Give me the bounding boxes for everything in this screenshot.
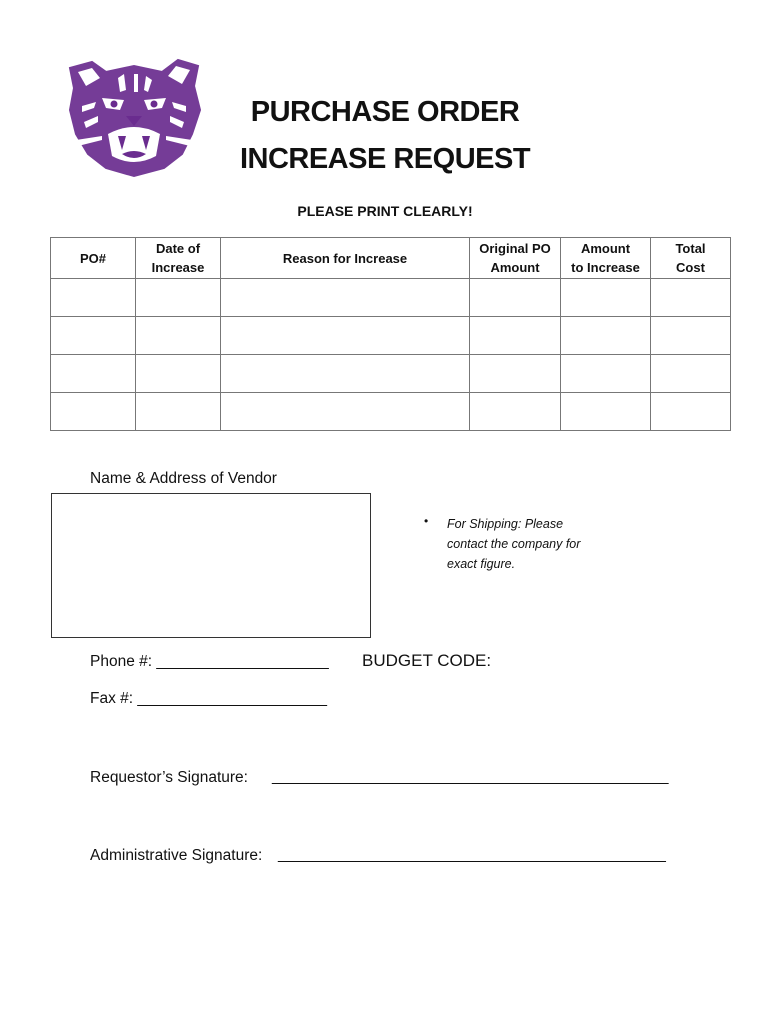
- admin-signature-label: Administrative Signature:: [90, 847, 263, 864]
- table-cell[interactable]: [51, 393, 136, 431]
- shipping-note-line: For Shipping: Please: [447, 517, 564, 531]
- table-cell[interactable]: [51, 279, 136, 317]
- phone-line[interactable]: ____________________: [156, 653, 329, 670]
- table-cell[interactable]: [561, 393, 651, 431]
- table-cell[interactable]: [561, 279, 651, 317]
- fax-label: Fax #:: [90, 690, 134, 707]
- table-cell[interactable]: [651, 317, 731, 355]
- column-header-total-cost: Total Cost: [651, 238, 731, 279]
- column-header-amount-to-increase: Amount to Increase: [561, 238, 651, 279]
- table-cell[interactable]: [470, 393, 561, 431]
- table-cell[interactable]: [221, 355, 470, 393]
- requestor-signature-line[interactable]: ______________________________________________: [272, 768, 669, 785]
- table-header-row: [51, 238, 731, 279]
- table-cell[interactable]: [561, 317, 651, 355]
- requestor-signature-label: Requestor’s Signature:: [90, 769, 248, 786]
- table-cell[interactable]: [651, 393, 731, 431]
- table-cell[interactable]: [51, 317, 136, 355]
- table-cell[interactable]: [561, 355, 651, 393]
- wildcat-logo: [66, 56, 202, 178]
- column-header-original-amount: Original PO Amount: [470, 238, 561, 279]
- po-increase-table: [50, 237, 731, 431]
- form-title-line-1: PURCHASE ORDER: [250, 96, 520, 128]
- table-row: [51, 355, 731, 393]
- column-header-reason: Reason for Increase: [221, 238, 470, 279]
- vendor-address-box[interactable]: [51, 493, 371, 638]
- table-cell[interactable]: [51, 355, 136, 393]
- shipping-note: [447, 514, 607, 574]
- phone-label: Phone #:: [90, 653, 153, 670]
- table-cell[interactable]: [470, 317, 561, 355]
- print-instruction: PLEASE PRINT CLEARLY!: [297, 203, 473, 219]
- table-cell[interactable]: [136, 355, 221, 393]
- table-cell[interactable]: [136, 279, 221, 317]
- table-cell[interactable]: [136, 393, 221, 431]
- table-row: [51, 279, 731, 317]
- fax-field[interactable]: [90, 690, 327, 708]
- bullet-point: •: [424, 514, 429, 528]
- table-cell[interactable]: [470, 279, 561, 317]
- phone-field[interactable]: [90, 653, 329, 671]
- table-row: [51, 317, 731, 355]
- table-cell[interactable]: [221, 317, 470, 355]
- column-header-po-number: PO#: [51, 238, 136, 279]
- table-cell[interactable]: [221, 393, 470, 431]
- table-cell[interactable]: [470, 355, 561, 393]
- table-cell[interactable]: [136, 317, 221, 355]
- column-header-date-of-increase: Date of Increase: [136, 238, 221, 279]
- fax-line[interactable]: ______________________: [137, 690, 328, 707]
- shipping-note-line: contact the company for: [447, 537, 581, 551]
- vendor-label: Name & Address of Vendor: [90, 470, 277, 487]
- budget-code-label: BUDGET CODE:: [362, 651, 492, 670]
- shipping-note-line: exact figure.: [447, 557, 516, 571]
- table-cell[interactable]: [221, 279, 470, 317]
- table-cell[interactable]: [651, 279, 731, 317]
- table-row: [51, 393, 731, 431]
- form-title-line-2: INCREASE REQUEST: [239, 143, 531, 175]
- table-cell[interactable]: [651, 355, 731, 393]
- admin-signature-line[interactable]: _____________________________________________: [278, 846, 666, 863]
